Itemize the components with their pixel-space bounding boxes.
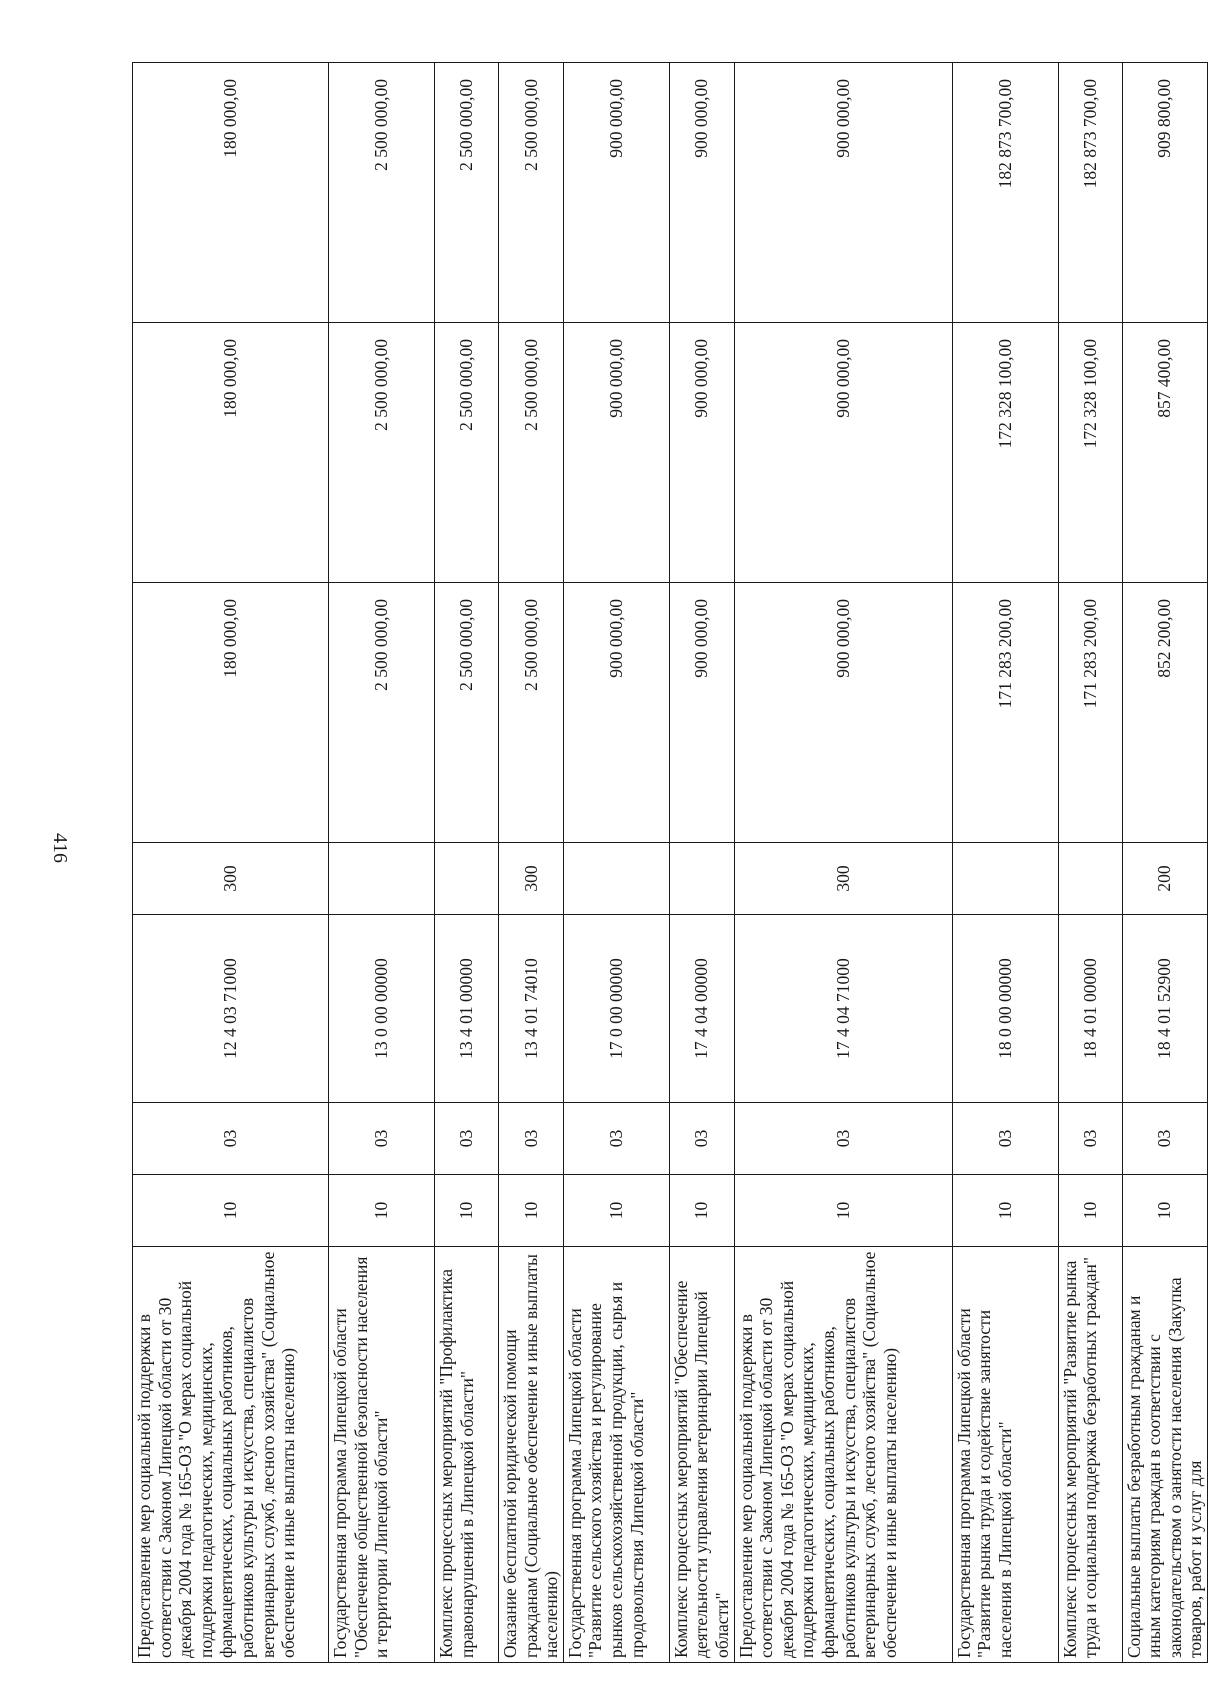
section-code-cell: 10	[499, 1175, 564, 1247]
amount-year1-cell: 852 200,00	[1122, 583, 1207, 843]
amount-year2-cell: 2 500 000,00	[435, 323, 499, 583]
subsection-code-cell: 03	[435, 1103, 499, 1175]
amount-year2-cell: 172 328 100,00	[1058, 323, 1122, 583]
section-code-cell: 10	[952, 1175, 1058, 1247]
amount-year2-cell: 857 400,00	[1122, 323, 1207, 583]
section-code-cell: 10	[734, 1175, 952, 1247]
row-name-cell: Социальные выплаты безработным гражданам и иным категориям граждан в соответствии с законодательством о занятости населения (Закупка товаров, работ и услуг для	[1122, 1247, 1207, 1663]
amount-year2-cell: 172 328 100,00	[952, 323, 1058, 583]
table-row	[133, 63, 329, 1663]
amount-year2-cell: 180 000,00	[133, 323, 329, 583]
target-article-cell: 18 0 00 00000	[952, 915, 1058, 1103]
page-number: 416	[49, 833, 71, 863]
subsection-code-cell: 03	[1122, 1103, 1207, 1175]
section-code-cell: 10	[563, 1175, 669, 1247]
subsection-code-cell: 03	[734, 1103, 952, 1175]
expense-type-cell	[952, 843, 1058, 915]
expense-type-cell: 300	[499, 843, 564, 915]
amount-year1-cell: 900 000,00	[563, 583, 669, 843]
target-article-cell: 17 0 00 00000	[563, 915, 669, 1103]
expense-type-cell	[329, 843, 435, 915]
amount-year2-cell: 900 000,00	[563, 323, 669, 583]
section-code-cell: 10	[1058, 1175, 1122, 1247]
budget-table-container	[0, 63, 1206, 1658]
row-name-cell: Комплекс процессных мероприятий "Обеспечение деятельности управления ветеринарии Липецкой области"	[669, 1247, 734, 1663]
amount-year3-cell: 900 000,00	[563, 63, 669, 323]
table-row	[734, 63, 952, 1663]
amount-year1-cell: 171 283 200,00	[1058, 583, 1122, 843]
section-code-cell: 10	[133, 1175, 329, 1247]
amount-year3-cell: 182 873 700,00	[952, 63, 1058, 323]
table-row	[435, 63, 499, 1663]
target-article-cell: 13 4 01 00000	[435, 915, 499, 1103]
amount-year3-cell: 2 500 000,00	[499, 63, 564, 323]
amount-year1-cell: 900 000,00	[734, 583, 952, 843]
row-name-cell: Государственная программа Липецкой области "Развитие рынка труда и содействие занятости населения в Липецкой области"	[952, 1247, 1058, 1663]
table-row	[952, 63, 1058, 1663]
amount-year1-cell: 171 283 200,00	[952, 583, 1058, 843]
row-name-cell: Комплекс процессных мероприятий "Профилактика правонарушений в Липецкой области"	[435, 1247, 499, 1663]
budget-table	[132, 62, 1208, 1663]
section-code-cell: 10	[1122, 1175, 1207, 1247]
amount-year3-cell: 900 000,00	[669, 63, 734, 323]
row-name-cell: Предоставление мер социальной поддержки в соответствии с Законом Липецкой области от 30 декабря 2004 года № 165-ОЗ "О мерах социальной поддержки педагогических, медицинских, фармацевтических, социальных работников, работников культуры и искусства, специалистов ветеринарных служб, лесного хозяйства" (Социальное обеспечение и иные выплаты населению)	[133, 1247, 329, 1663]
amount-year3-cell: 2 500 000,00	[329, 63, 435, 323]
subsection-code-cell: 03	[952, 1103, 1058, 1175]
amount-year1-cell: 180 000,00	[133, 583, 329, 843]
amount-year3-cell: 182 873 700,00	[1058, 63, 1122, 323]
target-article-cell: 13 4 01 74010	[499, 915, 564, 1103]
amount-year3-cell: 900 000,00	[734, 63, 952, 323]
table-row	[329, 63, 435, 1663]
subsection-code-cell: 03	[563, 1103, 669, 1175]
expense-type-cell	[435, 843, 499, 915]
amount-year3-cell: 180 000,00	[133, 63, 329, 323]
expense-type-cell	[563, 843, 669, 915]
amount-year2-cell: 2 500 000,00	[329, 323, 435, 583]
amount-year1-cell: 2 500 000,00	[499, 583, 564, 843]
target-article-cell: 17 4 04 00000	[669, 915, 734, 1103]
amount-year3-cell: 2 500 000,00	[435, 63, 499, 323]
table-row	[499, 63, 564, 1663]
amount-year1-cell: 2 500 000,00	[435, 583, 499, 843]
target-article-cell: 17 4 04 71000	[734, 915, 952, 1103]
table-row	[669, 63, 734, 1663]
subsection-code-cell: 03	[669, 1103, 734, 1175]
table-row	[1058, 63, 1122, 1663]
section-code-cell: 10	[669, 1175, 734, 1247]
amount-year2-cell: 2 500 000,00	[499, 323, 564, 583]
row-name-cell: Комплекс процессных мероприятий "Развитие рынка труда и социальная поддержка безработных граждан"	[1058, 1247, 1122, 1663]
expense-type-cell: 300	[734, 843, 952, 915]
section-code-cell: 10	[435, 1175, 499, 1247]
target-article-cell: 13 0 00 00000	[329, 915, 435, 1103]
subsection-code-cell: 03	[499, 1103, 564, 1175]
expense-type-cell: 200	[1122, 843, 1207, 915]
target-article-cell: 12 4 03 71000	[133, 915, 329, 1103]
amount-year1-cell: 2 500 000,00	[329, 583, 435, 843]
amount-year2-cell: 900 000,00	[669, 323, 734, 583]
expense-type-cell: 300	[133, 843, 329, 915]
section-code-cell: 10	[329, 1175, 435, 1247]
amount-year3-cell: 909 800,00	[1122, 63, 1207, 323]
expense-type-cell	[669, 843, 734, 915]
amount-year2-cell: 900 000,00	[734, 323, 952, 583]
table-row	[1122, 63, 1207, 1663]
row-name-cell: Оказание бесплатной юридической помощи гражданам (Социальное обеспечение и иные выплаты населению)	[499, 1247, 564, 1663]
subsection-code-cell: 03	[133, 1103, 329, 1175]
row-name-cell: Государственная программа Липецкой области "Развитие сельского хозяйства и регулирование рынков сельскохозяйственной продукции, сырья и продовольствия Липецкой области"	[563, 1247, 669, 1663]
row-name-cell: Предоставление мер социальной поддержки в соответствии с Законом Липецкой области от 30 декабря 2004 года № 165-ОЗ "О мерах социальной поддержки педагогических, медицинских, фармацевтических, социальных работников, работников культуры и искусства, специалистов ветеринарных служб, лесного хозяйства" (Социальное обеспечение и иные выплаты населению)	[734, 1247, 952, 1663]
table-row	[563, 63, 669, 1663]
expense-type-cell	[1058, 843, 1122, 915]
amount-year1-cell: 900 000,00	[669, 583, 734, 843]
subsection-code-cell: 03	[1058, 1103, 1122, 1175]
target-article-cell: 18 4 01 00000	[1058, 915, 1122, 1103]
row-name-cell: Государственная программа Липецкой области "Обеспечение общественной безопасности населения и территории Липецкой области"	[329, 1247, 435, 1663]
subsection-code-cell: 03	[329, 1103, 435, 1175]
target-article-cell: 18 4 01 52900	[1122, 915, 1207, 1103]
